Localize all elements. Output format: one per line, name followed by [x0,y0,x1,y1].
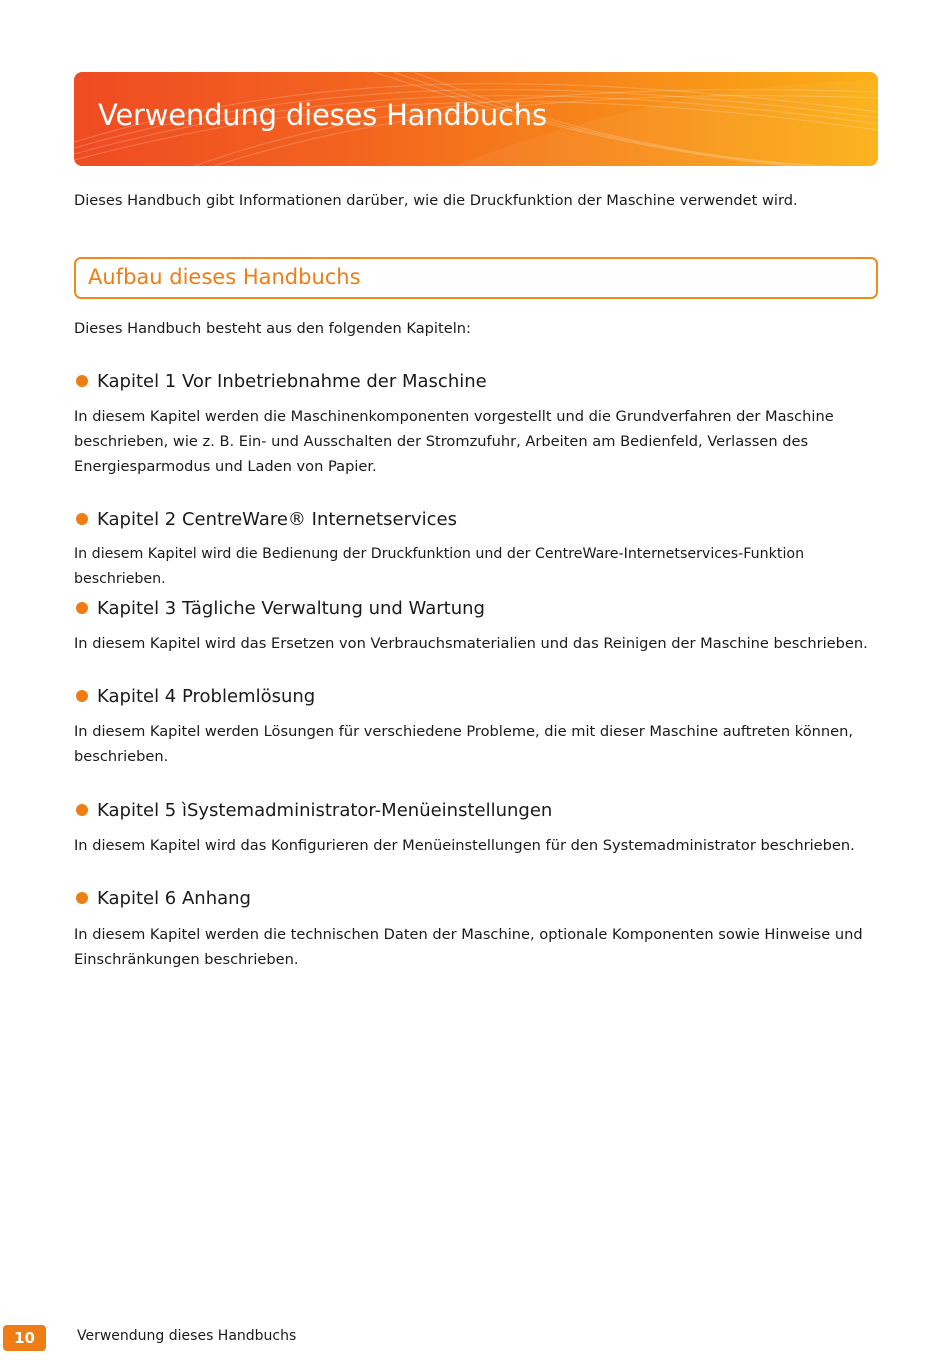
chapter-heading [74,506,457,532]
section-heading-box [74,257,878,299]
section-title: Aufbau dieses Handbuchs [88,265,361,289]
footer-title: Verwendung dieses Handbuchs [77,1328,297,1344]
bullet-icon [76,602,88,614]
chapter-heading [74,595,485,621]
chapter-heading [74,368,487,394]
chapter-title: Kapitel 1 Vor Inbetriebnahme der Maschine [97,370,487,392]
chapter-description: In diesem Kapitel werden die technischen Daten der Maschine, optionale Komponenten sowie Hinweise und Einschränkungen beschrieben. [74,926,863,968]
chapter-description: In diesem Kapitel werden die Maschinenkomponenten vorgestellt und die Grundverfahren der Maschine beschrieben, wie z. B. Ein- und Ausschalten der Stromzufuhr, Arbeiten am Bedienfeld, Verlassen des Energiesparmodus und Laden von Papier. [74,408,834,475]
bullet-icon [76,375,88,387]
chapter-title: Kapitel 4 Problemlösung [97,685,316,707]
chapter-description: In diesem Kapitel werden Lösungen für verschiedene Probleme, die mit dieser Maschine auftreten können, beschrieben. [74,723,853,765]
chapter-description: In diesem Kapitel wird das Ersetzen von Verbrauchsmaterialien und das Reinigen der Maschine beschrieben. [74,635,868,652]
chapter-title: Kapitel 6 Anhang [97,887,251,909]
section-lead: Dieses Handbuch besteht aus den folgenden Kapiteln: [74,320,471,337]
chapter-description: In diesem Kapitel wird die Bedienung der Druckfunktion und der CentreWare-Internetservices-Funktion beschrieben. [74,546,805,587]
intro-text: Dieses Handbuch gibt Informationen darüber, wie die Druckfunktion der Maschine verwendet wird. [74,192,798,209]
chapter-heading [74,683,315,709]
page-number-badge: 10 [3,1325,46,1351]
chapter-description: In diesem Kapitel wird das Konfigurieren der Menüeinstellungen für den Systemadministrator beschrieben. [74,837,855,854]
chapter-heading [74,885,251,911]
chapter-title: Kapitel 3 Tägliche Verwaltung und Wartung [97,597,485,619]
page-title: Verwendung dieses Handbuchs [98,98,547,132]
chapter-title: Kapitel 5 ìSystemadministrator-Menüeinstellungen [97,799,553,821]
chapter-heading [74,797,552,823]
bullet-icon [76,690,88,702]
chapter-title: Kapitel 2 CentreWare® Internetservices [97,508,457,530]
bullet-icon [76,513,88,525]
title-banner [74,72,878,166]
bullet-icon [76,804,88,816]
bullet-icon [76,892,88,904]
